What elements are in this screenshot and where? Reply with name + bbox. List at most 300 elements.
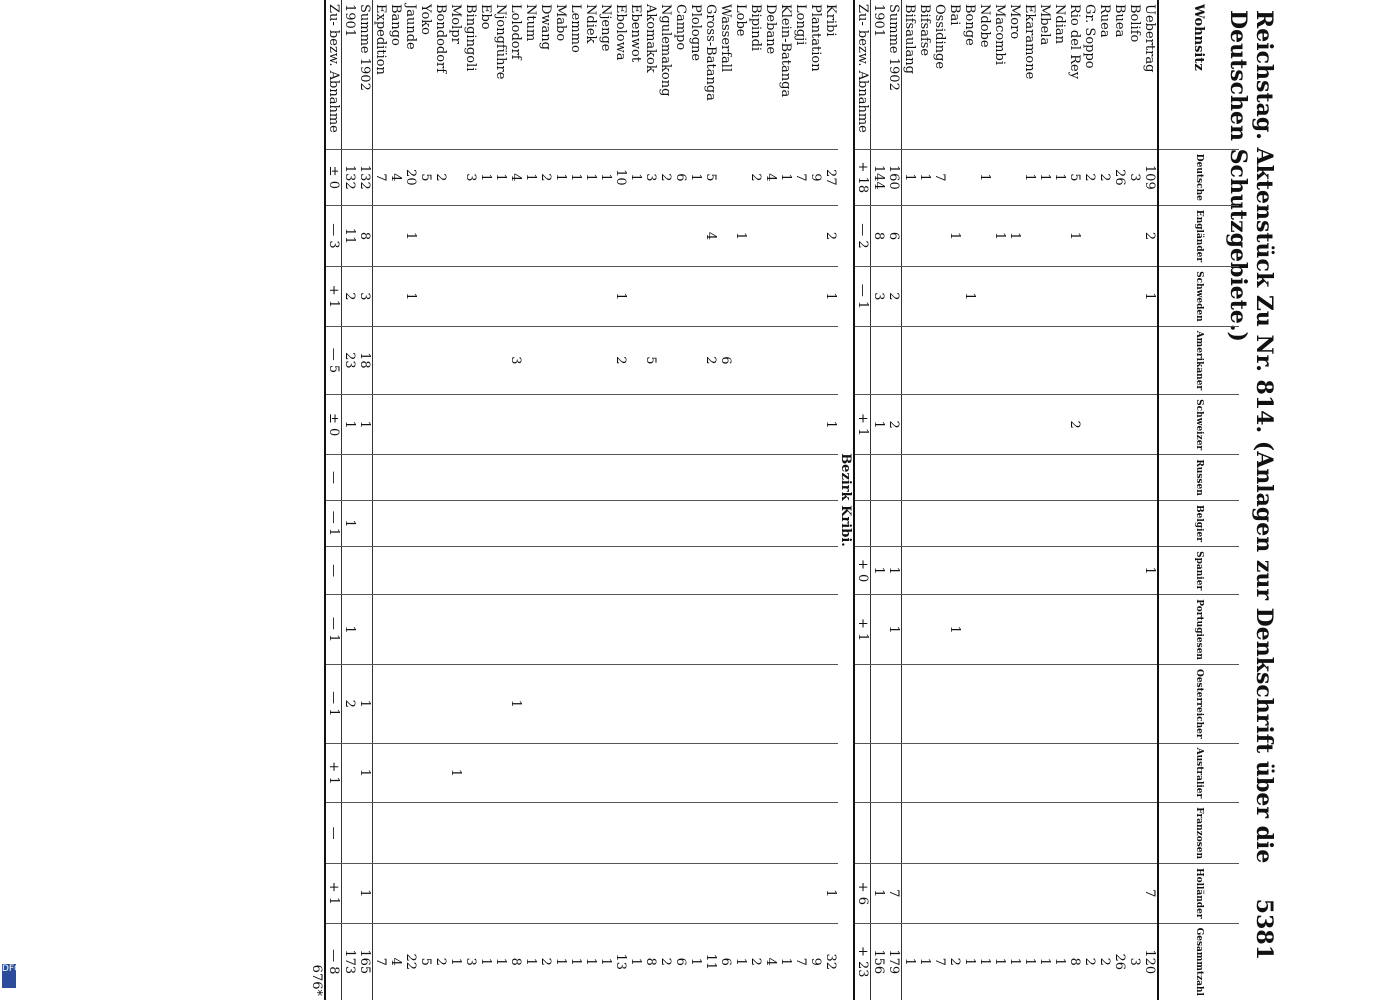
table-row (613, 0, 628, 1000)
table-cell (388, 743, 403, 803)
table-row (553, 0, 568, 1000)
table-cell (1022, 455, 1037, 501)
table-cell: 1 (553, 149, 568, 205)
table-cell (917, 500, 932, 546)
table-cell (871, 455, 887, 501)
table-cell (553, 500, 568, 546)
table-cell: 1 (902, 923, 918, 1000)
table-cell: 2 (1097, 923, 1112, 1000)
table-cell: 7 (793, 149, 808, 205)
table-cell (448, 326, 463, 394)
table-cell (1052, 455, 1067, 501)
table-cell (478, 267, 493, 327)
table-cell: — 1 (325, 664, 342, 743)
table-cell (886, 664, 902, 743)
table-cell (433, 500, 448, 546)
table-cell (643, 500, 658, 546)
row-label: Njenge (598, 4, 613, 52)
table-cell: 1 (1142, 547, 1158, 595)
table-cell: + 1 (325, 743, 342, 803)
table-cell (448, 267, 463, 327)
table-cell (463, 547, 478, 595)
table-cell: 4 (388, 923, 403, 1000)
table-cell (808, 326, 823, 394)
row-label: Yoko (418, 4, 433, 35)
table-cell (1007, 326, 1022, 394)
table-row (962, 0, 977, 1000)
row-label: Ossidinge (932, 4, 947, 70)
table-cell (598, 595, 613, 665)
table-cell (688, 326, 703, 394)
table-cell (718, 205, 733, 266)
table-cell: 1 (688, 149, 703, 205)
table-cell (373, 500, 389, 546)
row-label: Summe 1902 (357, 0, 373, 149)
table-row (902, 0, 918, 1000)
table-cell (553, 864, 568, 923)
row-label: Bango (388, 4, 403, 46)
column-header: Spanier (1158, 547, 1239, 595)
table-row (1082, 0, 1097, 1000)
table-cell: 1 (493, 149, 508, 205)
table-cell (598, 455, 613, 501)
table-cell (1142, 803, 1158, 864)
table-cell (1037, 743, 1052, 803)
table-cell (778, 455, 793, 501)
table-cell (886, 455, 902, 501)
table-cell (508, 455, 523, 501)
table-cell (658, 864, 673, 923)
table-cell: 1 (448, 743, 463, 803)
table-row (1112, 0, 1127, 1000)
table-cell (763, 395, 778, 455)
table-cell (1097, 455, 1112, 501)
table-cell (917, 326, 932, 394)
table-row (688, 0, 703, 1000)
table-cell (403, 326, 418, 394)
column-header: Schweden (1158, 267, 1239, 327)
table-cell (433, 803, 448, 864)
table-row (793, 0, 808, 1000)
row-label: Ndian (1052, 4, 1067, 44)
table-cell (1052, 326, 1067, 394)
table-cell (917, 595, 932, 665)
table-cell (977, 395, 992, 455)
table-cell (854, 664, 871, 743)
table-cell (403, 864, 418, 923)
table-cell (373, 455, 389, 501)
table-cell (902, 326, 918, 394)
table-cell (1052, 864, 1067, 923)
table-cell (1112, 547, 1127, 595)
table-cell (977, 326, 992, 394)
table-cell (673, 743, 688, 803)
table-row (1142, 0, 1158, 1000)
table-cell (433, 664, 448, 743)
table-row (403, 0, 418, 1000)
table-cell (977, 455, 992, 501)
table-cell: 2 (1067, 395, 1082, 455)
table-cell (643, 395, 658, 455)
table-cell (823, 547, 838, 595)
table-cell (947, 500, 962, 546)
table-cell: — 3 (325, 205, 342, 266)
table-cell: 160 (886, 149, 902, 205)
table-cell (1082, 547, 1097, 595)
table-cell (508, 864, 523, 923)
table-cell (388, 595, 403, 665)
table-cell: 1 (871, 395, 887, 455)
table-cell (947, 864, 962, 923)
table-cell (886, 500, 902, 546)
table-row (673, 0, 688, 1000)
table-cell (583, 743, 598, 803)
table-row (568, 0, 583, 1000)
table-cell (871, 743, 887, 803)
table-cell (748, 664, 763, 743)
table-cell (1142, 664, 1158, 743)
table-cell (793, 205, 808, 266)
table-row (1067, 0, 1082, 1000)
table-cell (932, 743, 947, 803)
table-cell: 1 (342, 500, 358, 546)
table-cell (598, 743, 613, 803)
table-cell (1112, 864, 1127, 923)
table-cell (523, 500, 538, 546)
table-row (463, 0, 478, 1000)
row-label: Expedition (373, 4, 388, 75)
table-cell (583, 326, 598, 394)
table-cell (1037, 205, 1052, 266)
table-cell (1052, 664, 1067, 743)
table-cell (793, 547, 808, 595)
table-cell (733, 455, 748, 501)
table-cell (523, 267, 538, 327)
table-cell (1007, 664, 1022, 743)
table-cell: 1 (823, 864, 838, 923)
table-cell (478, 455, 493, 501)
table-cell (703, 743, 718, 803)
table-cell: 1 (598, 149, 613, 205)
table-cell (373, 743, 389, 803)
table-cell (917, 547, 932, 595)
row-label: Njongführe (493, 4, 508, 80)
table-cell (538, 864, 553, 923)
table-cell: 1 (1052, 923, 1067, 1000)
table-row (508, 0, 523, 1000)
table-cell (1112, 500, 1127, 546)
table-cell (688, 500, 703, 546)
table-cell (1052, 500, 1067, 546)
table-cell: 8 (643, 923, 658, 1000)
table-cell: + 1 (854, 395, 871, 455)
row-label: Gr. Soppo (1082, 4, 1097, 69)
table-cell: 1 (1067, 205, 1082, 266)
table-cell (1082, 500, 1097, 546)
table-cell (992, 595, 1007, 665)
table-row (808, 0, 823, 1000)
table-cell (553, 595, 568, 665)
row-label: Akomakok (643, 4, 658, 73)
table-cell (403, 664, 418, 743)
table-cell (673, 864, 688, 923)
table-cell (917, 455, 932, 501)
table-cell (553, 803, 568, 864)
table-cell (568, 395, 583, 455)
table-cell (1022, 326, 1037, 394)
table-cell: 1 (523, 923, 538, 1000)
table-cell (538, 205, 553, 266)
table-cell: — (325, 455, 342, 501)
table-cell (448, 595, 463, 665)
table-cell (917, 803, 932, 864)
table-cell (1082, 267, 1097, 327)
table-cell (778, 395, 793, 455)
row-label: 1901 (342, 4, 357, 38)
table-cell (1142, 595, 1158, 665)
table-cell (962, 500, 977, 546)
table-cell (962, 803, 977, 864)
table-cell: 8 (357, 205, 373, 266)
table-cell: 1 (598, 923, 613, 1000)
table-cell: 4 (763, 923, 778, 1000)
table-cell (583, 500, 598, 546)
row-label: Ngulemakong (658, 4, 673, 97)
table-cell (1022, 743, 1037, 803)
table-cell (823, 743, 838, 803)
table-cell (718, 743, 733, 803)
table-cell (1067, 455, 1082, 501)
table-cell (932, 864, 947, 923)
table-cell (1007, 395, 1022, 455)
table-cell (613, 455, 628, 501)
table-cell (1022, 547, 1037, 595)
table-cell: 2 (947, 923, 962, 1000)
table-cell (613, 500, 628, 546)
table-cell (1112, 743, 1127, 803)
table-cell (1082, 595, 1097, 665)
table-cell: 1 (823, 267, 838, 327)
table-cell: 1 (992, 923, 1007, 1000)
table-cell: 1 (1022, 923, 1037, 1000)
row-label: Plologne (688, 4, 703, 62)
row-label: Mbela (1037, 4, 1052, 46)
table-cell (1052, 267, 1067, 327)
table-cell: 7 (932, 149, 947, 205)
table-cell: 1 (403, 205, 418, 266)
table-cell (871, 326, 887, 394)
table-cell (658, 326, 673, 394)
table-cell (658, 803, 673, 864)
table-cell: 2 (703, 326, 718, 394)
column-header: Engländer (1158, 205, 1239, 266)
table-cell (448, 205, 463, 266)
table-cell (357, 547, 373, 595)
table-cell (628, 500, 643, 546)
table-cell (1007, 743, 1022, 803)
table-cell (1112, 395, 1127, 455)
table-cell: + 0 (854, 547, 871, 595)
table-cell (508, 500, 523, 546)
table-cell (733, 267, 748, 327)
table-cell: 1 (478, 149, 493, 205)
table-cell (703, 395, 718, 455)
table-cell (508, 803, 523, 864)
table-cell: 1 (628, 149, 643, 205)
table-cell (628, 205, 643, 266)
table-cell (1097, 500, 1112, 546)
table-cell (508, 205, 523, 266)
table-cell (553, 743, 568, 803)
table-cell (886, 803, 902, 864)
table-cell (538, 664, 553, 743)
page-note-row (309, 0, 325, 1000)
table-cell: 1 (508, 664, 523, 743)
table-cell (1127, 743, 1142, 803)
table-cell (917, 743, 932, 803)
table-cell: 1 (1022, 149, 1037, 205)
table-cell (373, 803, 389, 864)
table-cell: — 1 (325, 500, 342, 546)
table-cell (553, 326, 568, 394)
table-cell (538, 803, 553, 864)
row-label: Bondodorf (433, 4, 448, 74)
table-cell (763, 743, 778, 803)
table-cell (583, 547, 598, 595)
table-cell: 1 (886, 595, 902, 665)
table-cell (793, 395, 808, 455)
table-cell (977, 547, 992, 595)
table-cell: 20 (403, 149, 418, 205)
table-cell (854, 455, 871, 501)
table-row (977, 0, 992, 1000)
table-cell (1037, 326, 1052, 394)
table-cell: 2 (342, 267, 358, 327)
table-row (1127, 0, 1142, 1000)
table-cell (1022, 803, 1037, 864)
table-cell (778, 500, 793, 546)
table-cell (871, 803, 887, 864)
table-cell (658, 267, 673, 327)
table-cell (688, 803, 703, 864)
table-cell (688, 455, 703, 501)
table-cell (1022, 205, 1037, 266)
row-label: Ndiek (583, 4, 598, 44)
table-cell (673, 500, 688, 546)
table-cell (808, 395, 823, 455)
table-cell (373, 395, 389, 455)
table-cell: 1 (357, 395, 373, 455)
table-cell: 1 (1142, 267, 1158, 327)
table-cell (357, 455, 373, 501)
table-cell (538, 743, 553, 803)
table-cell (613, 864, 628, 923)
table-cell: 109 (1142, 149, 1158, 205)
column-header: Franzosen (1158, 803, 1239, 864)
table-row (763, 0, 778, 1000)
table-cell (854, 743, 871, 803)
table-cell (1142, 326, 1158, 394)
table-cell (902, 664, 918, 743)
table-cell (583, 864, 598, 923)
table-cell (373, 547, 389, 595)
row-label: Lobe (733, 4, 748, 37)
table-cell (1052, 803, 1067, 864)
table-cell (433, 205, 448, 266)
table-cell (658, 205, 673, 266)
table-cell: 1 (917, 149, 932, 205)
table-cell (703, 595, 718, 665)
table-cell (718, 395, 733, 455)
table-cell (1112, 326, 1127, 394)
table-cell (1097, 547, 1112, 595)
table-cell: 27 (823, 149, 838, 205)
table-cell: 1 (583, 149, 598, 205)
table-cell: 1 (523, 149, 538, 205)
table-cell (357, 595, 373, 665)
table-cell (628, 743, 643, 803)
table-cell (568, 595, 583, 665)
table-cell (388, 326, 403, 394)
table-cell (748, 864, 763, 923)
table-cell (1142, 500, 1158, 546)
row-label: Summe 1902 (886, 0, 902, 149)
table-cell (1127, 326, 1142, 394)
row-label: Bai (947, 4, 962, 26)
table-row (325, 0, 342, 1000)
table-cell (418, 864, 433, 923)
table-cell (463, 326, 478, 394)
table-cell (568, 326, 583, 394)
table-cell (932, 205, 947, 266)
table-row (388, 0, 403, 1000)
table-cell (763, 547, 778, 595)
table-cell (962, 326, 977, 394)
table-cell (643, 267, 658, 327)
table-cell (478, 500, 493, 546)
table-cell: 2 (823, 205, 838, 266)
table-cell: 2 (1142, 205, 1158, 266)
table-cell (523, 547, 538, 595)
dfg-logo: DFG (2, 964, 16, 988)
table-cell (538, 547, 553, 595)
table-cell (583, 455, 598, 501)
table-cell (977, 500, 992, 546)
table-cell (583, 803, 598, 864)
table-cell (823, 326, 838, 394)
table-cell: 1 (448, 923, 463, 1000)
table-cell (643, 595, 658, 665)
table-cell (448, 803, 463, 864)
table-cell (1067, 547, 1082, 595)
table-cell (568, 500, 583, 546)
row-label: Bonge (962, 4, 977, 46)
table-cell (373, 267, 389, 327)
table-cell: 1 (1052, 149, 1067, 205)
table-cell: 3 (463, 149, 478, 205)
table-cell (388, 395, 403, 455)
table-cell (1037, 595, 1052, 665)
row-label: Wasserfall (718, 4, 733, 73)
table-cell (793, 267, 808, 327)
table-cell: 9 (808, 149, 823, 205)
table-cell (418, 455, 433, 501)
table-cell: 120 (1142, 923, 1158, 1000)
table-cell (778, 205, 793, 266)
table-cell (947, 803, 962, 864)
table-cell (523, 803, 538, 864)
table-cell (342, 864, 358, 923)
